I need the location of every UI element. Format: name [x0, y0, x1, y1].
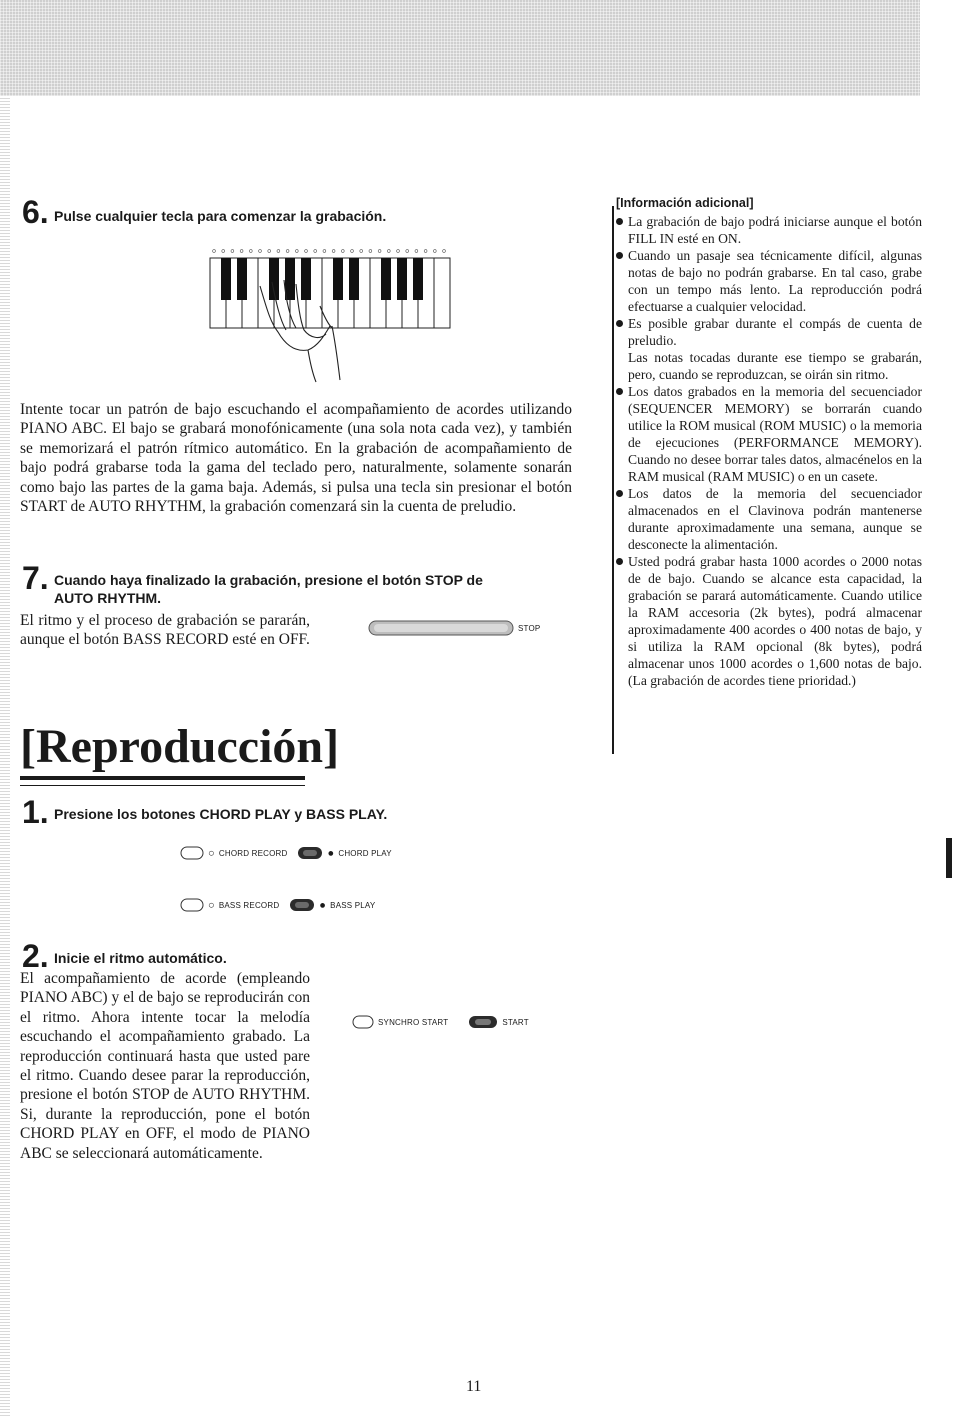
play-step-1-number: 1. [22, 794, 49, 830]
note-item: La grabación de bajo podrá iniciarse aunque el botón FILL IN esté en ON. [612, 213, 922, 247]
note-item: Cuando un pasaje sea técnicamente difícil, algunas notas de bajo no podrán grabarse. En tal caso, grabe con un tempo más lento. La reproducción podrá efectuarse a cualquier velocidad. [612, 247, 922, 315]
step-6-number: 6. [22, 194, 49, 230]
page-header-band [0, 0, 920, 96]
stop-button-label: STOP [518, 623, 541, 633]
note-item: Usted podrá grabar hasta 1000 acordes o 2000 notas de de bajo. Cuando se alcance esta capacidad, la grabación se parará automáticamente. Cuando utilice la RAM accesoria (2k bytes), podrá almacenar aproximadamente 400 acordes o 400 notas de bajo, y si utiliza la RAM opcional (8k bytes), podrá almacenar unos 1000 acordes o 1,600 notas de bajo. (La grabación de acordes tiene prioridad.) [612, 553, 922, 689]
heading-underline [20, 785, 305, 786]
bass-record-label: BASS RECORD [218, 900, 280, 910]
step-7-title-line2: AUTO RHYTHM. [54, 590, 162, 606]
step-7-title-line1: Cuando haya finalizado la grabación, presione el botón STOP de [54, 572, 483, 588]
bass-record-indicator-icon: ○ [208, 899, 215, 912]
chord-panel-row [180, 844, 392, 862]
step-7-body: El ritmo y el proceso de grabación se pararán, aunque el botón BASS RECORD esté en OFF. [20, 612, 310, 649]
note-item: Los datos grabados en la memoria del secuenciador (SEQUENCER MEMORY) se borrarán cuando utilice la ROM musical (ROM MUSIC) o la memoria de ejecuciones (PERFORMANCE MEMORY). Cuando no desee borrar tales datos, almacénelos en la RAM musical (RAM MUSIC) o en un casete. [612, 383, 922, 485]
stop-button-shape [368, 620, 514, 636]
page-number: 11 [466, 1378, 482, 1395]
additional-info-sidebar [612, 196, 922, 689]
stop-button-diagram [368, 619, 540, 637]
play-step-1-title: Presione los botones CHORD PLAY y BASS PLAY. [54, 806, 388, 822]
bass-play-label: BASS PLAY [330, 900, 376, 910]
bass-play-indicator-icon: ● [319, 899, 327, 912]
note-continuation: Las notas tocadas durante ese tiempo se grabarán, pero, cuando se reproduzcan, se oirán sin ritmo. [628, 350, 922, 382]
bass-play-button [289, 897, 315, 913]
note-item: Los datos de la memoria del secuenciador almacenados en el Clavinova podrán mantenerse durante aproximadamente una semana, aunque se desconecte la alimentación. [612, 485, 922, 553]
step-6-title: Pulse cualquier tecla para comenzar la grabación. [54, 208, 387, 224]
chord-play-button [297, 845, 323, 861]
notes-list [612, 213, 922, 689]
play-step-2-number: 2. [22, 938, 49, 974]
play-step-2-body: El acompañamiento de acorde (empleando PIANO ABC) y el de bajo se reproducirán con el ritmo. Ahora intente tocar la melodía escuchando el acompañamiento grabado. La reproducción continuará hasta que usted pare el ritmo. Cuando desee parar la reproducción, presione el botón STOP de AUTO RHYTHM. Si, durante la reproducción, pone el botón CHORD PLAY en OFF, el modo de PIANO ABC se seleccionará automáticamente. [20, 970, 310, 1162]
bass-panel-row [180, 896, 375, 914]
synchro-start-label: SYNCHRO START [378, 1017, 449, 1027]
sidebar-title: [Información adicional] [616, 196, 754, 210]
chord-record-indicator-icon: ○ [208, 847, 215, 860]
step-6-body: Intente tocar un patrón de bajo escuchando el acompañamiento de acordes utilizando PIANO ABC. El bajo se grabará monofónicamente (una sola nota cada vez), y también se memorizará el patrón rítmico automático. En la grabación de acompañamiento de bajo podrá grabarse toda la gama del teclado pero, naturalmente, solamente sonarán como bajo las partes de la gama baja. Además, si pulsa una tecla sin presionar el botón START de AUTO RHYTHM, la grabación comenzará sin la cuenta de preludio. [20, 401, 572, 516]
chord-record-label: CHORD RECORD [218, 848, 288, 858]
play-step-2-title: Inicie el ritmo automático. [54, 950, 227, 966]
chord-play-label: CHORD PLAY [338, 848, 392, 858]
synchro-start-button [352, 1014, 374, 1030]
page-edge-shading [0, 96, 10, 1416]
thumb-index-mark [946, 838, 952, 878]
chord-record-button [180, 845, 204, 861]
keyboard-hand-illustration [200, 246, 470, 386]
rhythm-panel [352, 1013, 529, 1031]
step-7-number: 7. [22, 560, 49, 596]
start-button [468, 1014, 498, 1030]
bass-record-button [180, 897, 204, 913]
start-label: START [502, 1017, 529, 1027]
chord-play-indicator-icon: ● [327, 847, 335, 860]
section-heading: [Reproducción] [20, 720, 305, 780]
note-item: Es posible grabar durante el compás de cuenta de preludio. Las notas tocadas durante ese tiempo se grabarán, pero, cuando se reproduzcan, se oirán sin ritmo. [612, 315, 922, 383]
